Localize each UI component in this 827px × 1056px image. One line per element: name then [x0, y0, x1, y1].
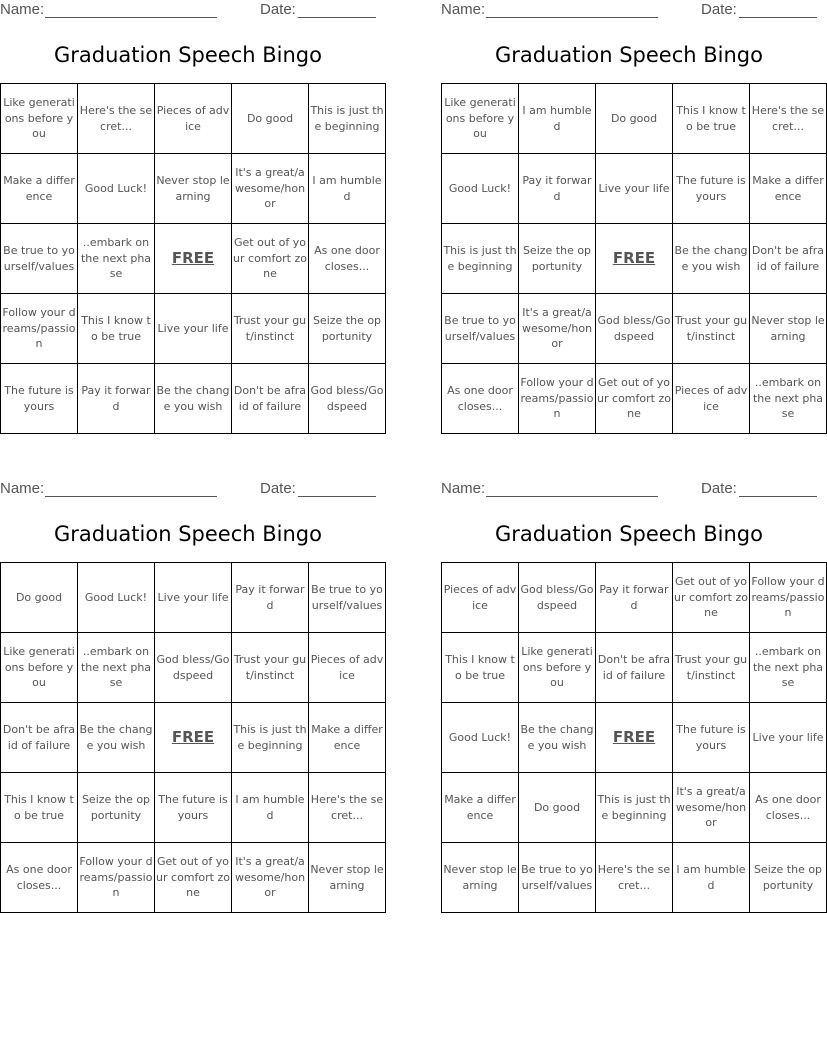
- free-space: FREE: [596, 703, 673, 773]
- name-date-row: [441, 1, 817, 21]
- bingo-cell: Pay it forward: [519, 154, 596, 224]
- bingo-cell: As one door closes...: [309, 224, 386, 294]
- bingo-row: [1, 703, 386, 773]
- card-title: Graduation Speech Bingo: [495, 43, 763, 67]
- bingo-cell: Never stop learning: [155, 154, 232, 224]
- bingo-cell: It's a great/awesome/honor: [519, 294, 596, 364]
- bingo-cell: Pieces of advice: [442, 563, 519, 633]
- bingo-cell: Live your life: [596, 154, 673, 224]
- bingo-cell: Trust your gut/instinct: [673, 633, 750, 703]
- bingo-cell: The future is yours: [673, 703, 750, 773]
- bingo-cell: This is just the beginning: [232, 703, 309, 773]
- bingo-row: [442, 154, 827, 224]
- bingo-cell: Live your life: [155, 563, 232, 633]
- bingo-cell: Pieces of advice: [673, 364, 750, 434]
- bingo-card: [441, 0, 825, 440]
- bingo-row: [442, 84, 827, 154]
- bingo-cell: Make a difference: [750, 154, 827, 224]
- date-label: Date:: [701, 1, 737, 18]
- bingo-cell: It's a great/awesome/honor: [232, 154, 309, 224]
- free-space: FREE: [155, 703, 232, 773]
- bingo-cell: Be the change you wish: [155, 364, 232, 434]
- bingo-row: [1, 294, 386, 364]
- bingo-cell: Pay it forward: [596, 563, 673, 633]
- date-label: Date:: [701, 480, 737, 497]
- bingo-cell: Seize the opportunity: [309, 294, 386, 364]
- bingo-cell: Never stop learning: [442, 843, 519, 913]
- bingo-cell: Never stop learning: [309, 843, 386, 913]
- bingo-cell: Pay it forward: [232, 563, 309, 633]
- bingo-cell: As one door closes...: [1, 843, 78, 913]
- bingo-row: [442, 773, 827, 843]
- bingo-cell: I am humbled: [309, 154, 386, 224]
- bingo-cell: Do good: [596, 84, 673, 154]
- bingo-cell: This is just the beginning: [442, 224, 519, 294]
- bingo-cell: Make a difference: [309, 703, 386, 773]
- bingo-cell: Trust your gut/instinct: [232, 294, 309, 364]
- bingo-cell: Follow your dreams/passion: [750, 563, 827, 633]
- bingo-cell: The future is yours: [673, 154, 750, 224]
- bingo-cell: Be true to yourself/values: [309, 563, 386, 633]
- name-date-row: [0, 480, 376, 500]
- date-blank-line: [739, 496, 817, 497]
- bingo-cell: Make a difference: [1, 154, 78, 224]
- bingo-cell: Good Luck!: [78, 154, 155, 224]
- date-blank-line: [739, 17, 817, 18]
- bingo-row: [442, 364, 827, 434]
- bingo-row: [442, 294, 827, 364]
- bingo-cell: Be the change you wish: [673, 224, 750, 294]
- bingo-row: [442, 224, 827, 294]
- bingo-cell: As one door closes...: [750, 773, 827, 843]
- bingo-row: [1, 633, 386, 703]
- bingo-cell: It's a great/awesome/honor: [673, 773, 750, 843]
- bingo-cell: God bless/Godspeed: [155, 633, 232, 703]
- name-blank-line: [486, 17, 658, 18]
- bingo-cell: Follow your dreams/passion: [1, 294, 78, 364]
- bingo-cell: I am humbled: [673, 843, 750, 913]
- bingo-cell: Here's the secret...: [78, 84, 155, 154]
- name-blank-line: [45, 496, 217, 497]
- bingo-cell: Seize the opportunity: [519, 224, 596, 294]
- bingo-cell: As one door closes...: [442, 364, 519, 434]
- card-title: Graduation Speech Bingo: [54, 43, 322, 67]
- bingo-card: [441, 479, 825, 919]
- bingo-cell: Get out of your comfort zone: [673, 563, 750, 633]
- bingo-cell: Do good: [1, 563, 78, 633]
- bingo-cell: Don't be afraid of failure: [1, 703, 78, 773]
- bingo-cell: The future is yours: [155, 773, 232, 843]
- name-date-row: [0, 1, 376, 21]
- name-label: Name:: [441, 1, 486, 18]
- bingo-cell: Seize the opportunity: [78, 773, 155, 843]
- bingo-cell: ..embark on the next phase: [750, 633, 827, 703]
- bingo-grid: [441, 562, 827, 913]
- bingo-cell: This I know to be true: [442, 633, 519, 703]
- bingo-cell: Don't be afraid of failure: [750, 224, 827, 294]
- name-blank-line: [45, 17, 217, 18]
- bingo-cell: I am humbled: [232, 773, 309, 843]
- bingo-cell: Be true to yourself/values: [1, 224, 78, 294]
- bingo-cell: Here's the secret...: [750, 84, 827, 154]
- bingo-cell: Pieces of advice: [155, 84, 232, 154]
- bingo-cell: This is just the beginning: [596, 773, 673, 843]
- bingo-row: [442, 703, 827, 773]
- bingo-cell: Do good: [232, 84, 309, 154]
- bingo-row: [442, 633, 827, 703]
- bingo-cell: Be true to yourself/values: [519, 843, 596, 913]
- bingo-cell: Don't be afraid of failure: [232, 364, 309, 434]
- bingo-card: [0, 0, 384, 440]
- bingo-cell: Good Luck!: [442, 703, 519, 773]
- bingo-cell: Like generations before you: [519, 633, 596, 703]
- bingo-cell: Trust your gut/instinct: [673, 294, 750, 364]
- bingo-cell: Live your life: [750, 703, 827, 773]
- name-label: Name:: [441, 480, 486, 497]
- bingo-cell: Never stop learning: [750, 294, 827, 364]
- bingo-cell: ..embark on the next phase: [78, 633, 155, 703]
- name-blank-line: [486, 496, 658, 497]
- bingo-cell: Follow your dreams/passion: [78, 843, 155, 913]
- card-title: Graduation Speech Bingo: [495, 522, 763, 546]
- bingo-row: [1, 563, 386, 633]
- date-label: Date:: [260, 480, 296, 497]
- bingo-cell: ..embark on the next phase: [78, 224, 155, 294]
- bingo-row: [442, 563, 827, 633]
- bingo-row: [1, 154, 386, 224]
- name-date-row: [441, 480, 817, 500]
- bingo-row: [1, 773, 386, 843]
- name-label: Name:: [0, 1, 45, 18]
- bingo-cell: God bless/Godspeed: [309, 364, 386, 434]
- bingo-cell: Make a difference: [442, 773, 519, 843]
- bingo-cell: God bless/Godspeed: [519, 563, 596, 633]
- bingo-cell: Live your life: [155, 294, 232, 364]
- bingo-cell: Seize the opportunity: [750, 843, 827, 913]
- bingo-cell: Good Luck!: [442, 154, 519, 224]
- name-label: Name:: [0, 480, 45, 497]
- bingo-cell: Do good: [519, 773, 596, 843]
- bingo-cell: The future is yours: [1, 364, 78, 434]
- bingo-row: [1, 84, 386, 154]
- bingo-card: [0, 479, 384, 919]
- bingo-cell: Get out of your comfort zone: [155, 843, 232, 913]
- bingo-cell: Be true to yourself/values: [442, 294, 519, 364]
- bingo-cell: Like generations before you: [1, 84, 78, 154]
- bingo-cell: This I know to be true: [1, 773, 78, 843]
- date-blank-line: [298, 496, 376, 497]
- bingo-row: [1, 843, 386, 913]
- bingo-cell: ..embark on the next phase: [750, 364, 827, 434]
- bingo-cell: Here's the secret...: [596, 843, 673, 913]
- bingo-cell: It's a great/awesome/honor: [232, 843, 309, 913]
- bingo-row: [442, 843, 827, 913]
- bingo-row: [1, 224, 386, 294]
- bingo-row: [1, 364, 386, 434]
- bingo-grid: [0, 562, 386, 913]
- bingo-cell: God bless/Godspeed: [596, 294, 673, 364]
- card-title: Graduation Speech Bingo: [54, 522, 322, 546]
- bingo-cell: I am humbled: [519, 84, 596, 154]
- bingo-grid: [441, 83, 827, 434]
- bingo-cell: Like generations before you: [1, 633, 78, 703]
- bingo-cell: This is just the beginning: [309, 84, 386, 154]
- date-blank-line: [298, 17, 376, 18]
- bingo-cell: Trust your gut/instinct: [232, 633, 309, 703]
- bingo-cell: Don't be afraid of failure: [596, 633, 673, 703]
- bingo-cell: Here's the secret...: [309, 773, 386, 843]
- bingo-cell: Follow your dreams/passion: [519, 364, 596, 434]
- bingo-cell: This I know to be true: [673, 84, 750, 154]
- bingo-cell: Good Luck!: [78, 563, 155, 633]
- bingo-cell: Be the change you wish: [519, 703, 596, 773]
- bingo-cell: Be the change you wish: [78, 703, 155, 773]
- bingo-cell: Pieces of advice: [309, 633, 386, 703]
- bingo-cell: This I know to be true: [78, 294, 155, 364]
- bingo-cell: Like generations before you: [442, 84, 519, 154]
- free-space: FREE: [155, 224, 232, 294]
- free-space: FREE: [596, 224, 673, 294]
- bingo-grid: [0, 83, 386, 434]
- bingo-cell: Pay it forward: [78, 364, 155, 434]
- bingo-cell: Get out of your comfort zone: [596, 364, 673, 434]
- bingo-cell: Get out of your comfort zone: [232, 224, 309, 294]
- date-label: Date:: [260, 1, 296, 18]
